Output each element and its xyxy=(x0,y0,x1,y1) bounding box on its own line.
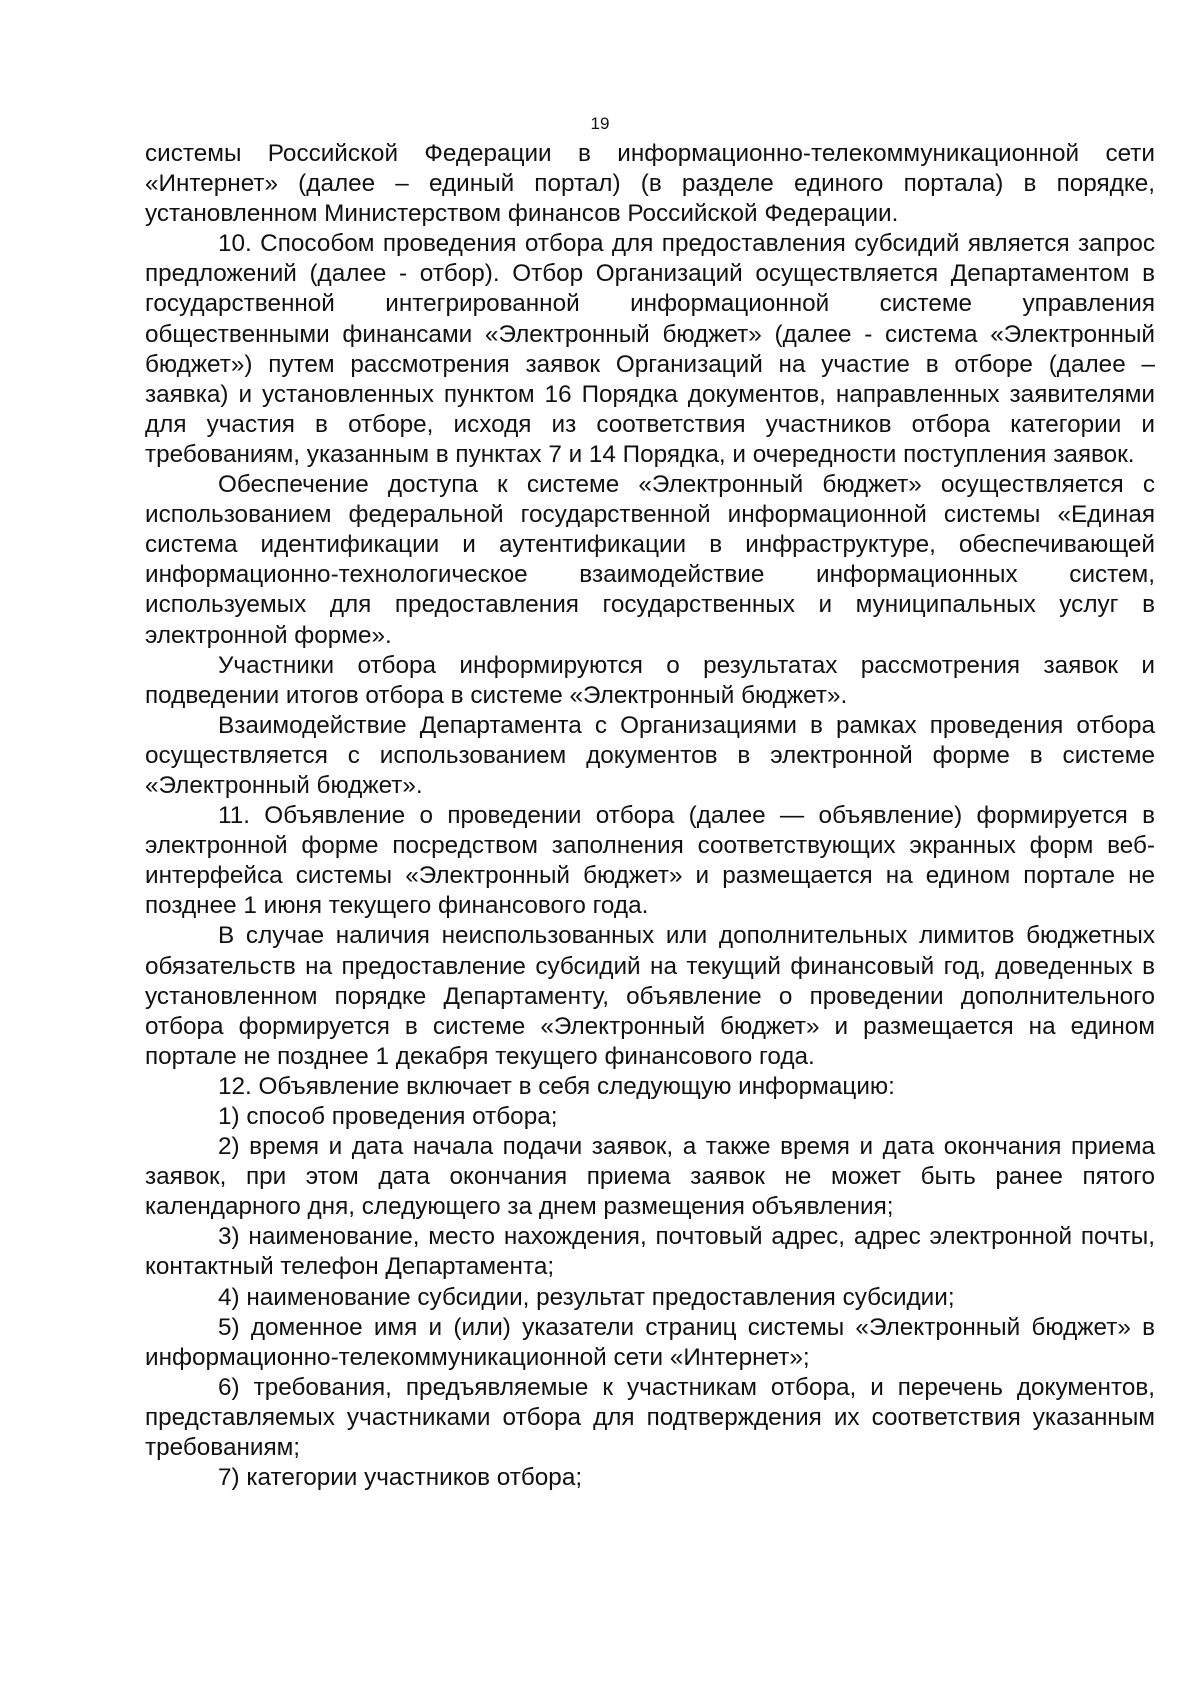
list-item-7: 7) категории участников отбора; xyxy=(218,1464,583,1492)
list-item-5: 5) доменное имя и (или) указатели страниц системы «Электронный бюджет» в информационно-телекоммуникационной сети «Интернет»; xyxy=(145,1313,1155,1371)
list-item-1: 1) способ проведения отбора; xyxy=(218,1103,558,1130)
list-item-3: 3) наименование, место нахождения, почтовый адрес, адрес электронной почты, контактный телефон Департамента; xyxy=(145,1223,1155,1281)
list-item-6: 6) требования, предъявляемые к участникам отбора, и перечень документов, представляемых участниками отбора для подтверждения их соответствия указанным требованиям; xyxy=(145,1373,1155,1462)
paragraph-participants-informed: Участники отбора информируются о результатах рассмотрения заявок и подведении итогов отбора в системе «Электронный бюджет». xyxy=(145,651,1155,709)
paragraph-clause-12: 12. Объявление включает в себя следующую информацию: xyxy=(218,1072,895,1100)
paragraph-additional-selection: В случае наличия неиспользованных или дополнительных лимитов бюджетных обязательств на предоставление субсидий на текущий финансовый год, доведенных в установленном порядке Департаменту, объявление о проведении дополнительного отбора формируется в системе «Электронный бюджет» и размещается на едином портале не позднее 1 декабря текущего финансового года. xyxy=(145,922,1155,1070)
list-item-4: 4) наименование субсидии, результат предоставления субсидии; xyxy=(218,1283,955,1311)
paragraph-clause-10: 10. Способом проведения отбора для предоставления субсидий является запрос предложений (далее - отбор). Отбор Организаций осуществляется Департаментом в государственной интегрированной информационной системе управления общественными финансами «Электронный бюджет» (далее - система «Электронный бюджет») путем рассмотрения заявок Организаций на участие в отборе (далее – заявка) и установленных пунктом 16 Порядка документов, направленных заявителями для участия в отборе, исходя из соответствия участников отбора категории и требованиям, указанным в пунктах 7 и 14 Порядка, и очередности поступления заявок. xyxy=(145,230,1155,468)
paragraph-clause-11: 11. Объявление о проведении отбора (далее — объявление) формируется в электронной форме посредством заполнения соответствующих экранных форм веб-интерфейса системы «Электронный бюджет» и размещается на едином портале не позднее 1 июня текущего финансового года. xyxy=(145,802,1155,920)
document-body xyxy=(145,139,1155,1493)
paragraph-continuation: системы Российской Федерации в информационно-телекоммуникационной сети «Интернет» (далее – единый портал) (в разделе единого портала) в порядке, установленном Министерством финансов Российской Федерации. xyxy=(145,140,1155,228)
paragraph-interaction: Взаимодействие Департамента с Организациями в рамках проведения отбора осуществляется с использованием документов в электронной форме в системе «Электронный бюджет». xyxy=(145,711,1155,799)
paragraph-access: Обеспечение доступа к системе «Электронный бюджет» осуществляется с использованием федеральной государственной информационной системы «Единая система идентификации и аутентификации в инфраструктуре, обеспечивающей информационно-технологическое взаимодействие информационных систем, используемых для предоставления государственных и муниципальных услуг в электронной форме». xyxy=(145,471,1155,649)
page-number: 19 xyxy=(590,114,610,133)
list-item-2: 2) время и дата начала подачи заявок, а также время и дата окончания приема заявок, при этом дата окончания приема заявок не может быть ранее пятого календарного дня, следующего за днем размещения объявления; xyxy=(145,1133,1155,1221)
